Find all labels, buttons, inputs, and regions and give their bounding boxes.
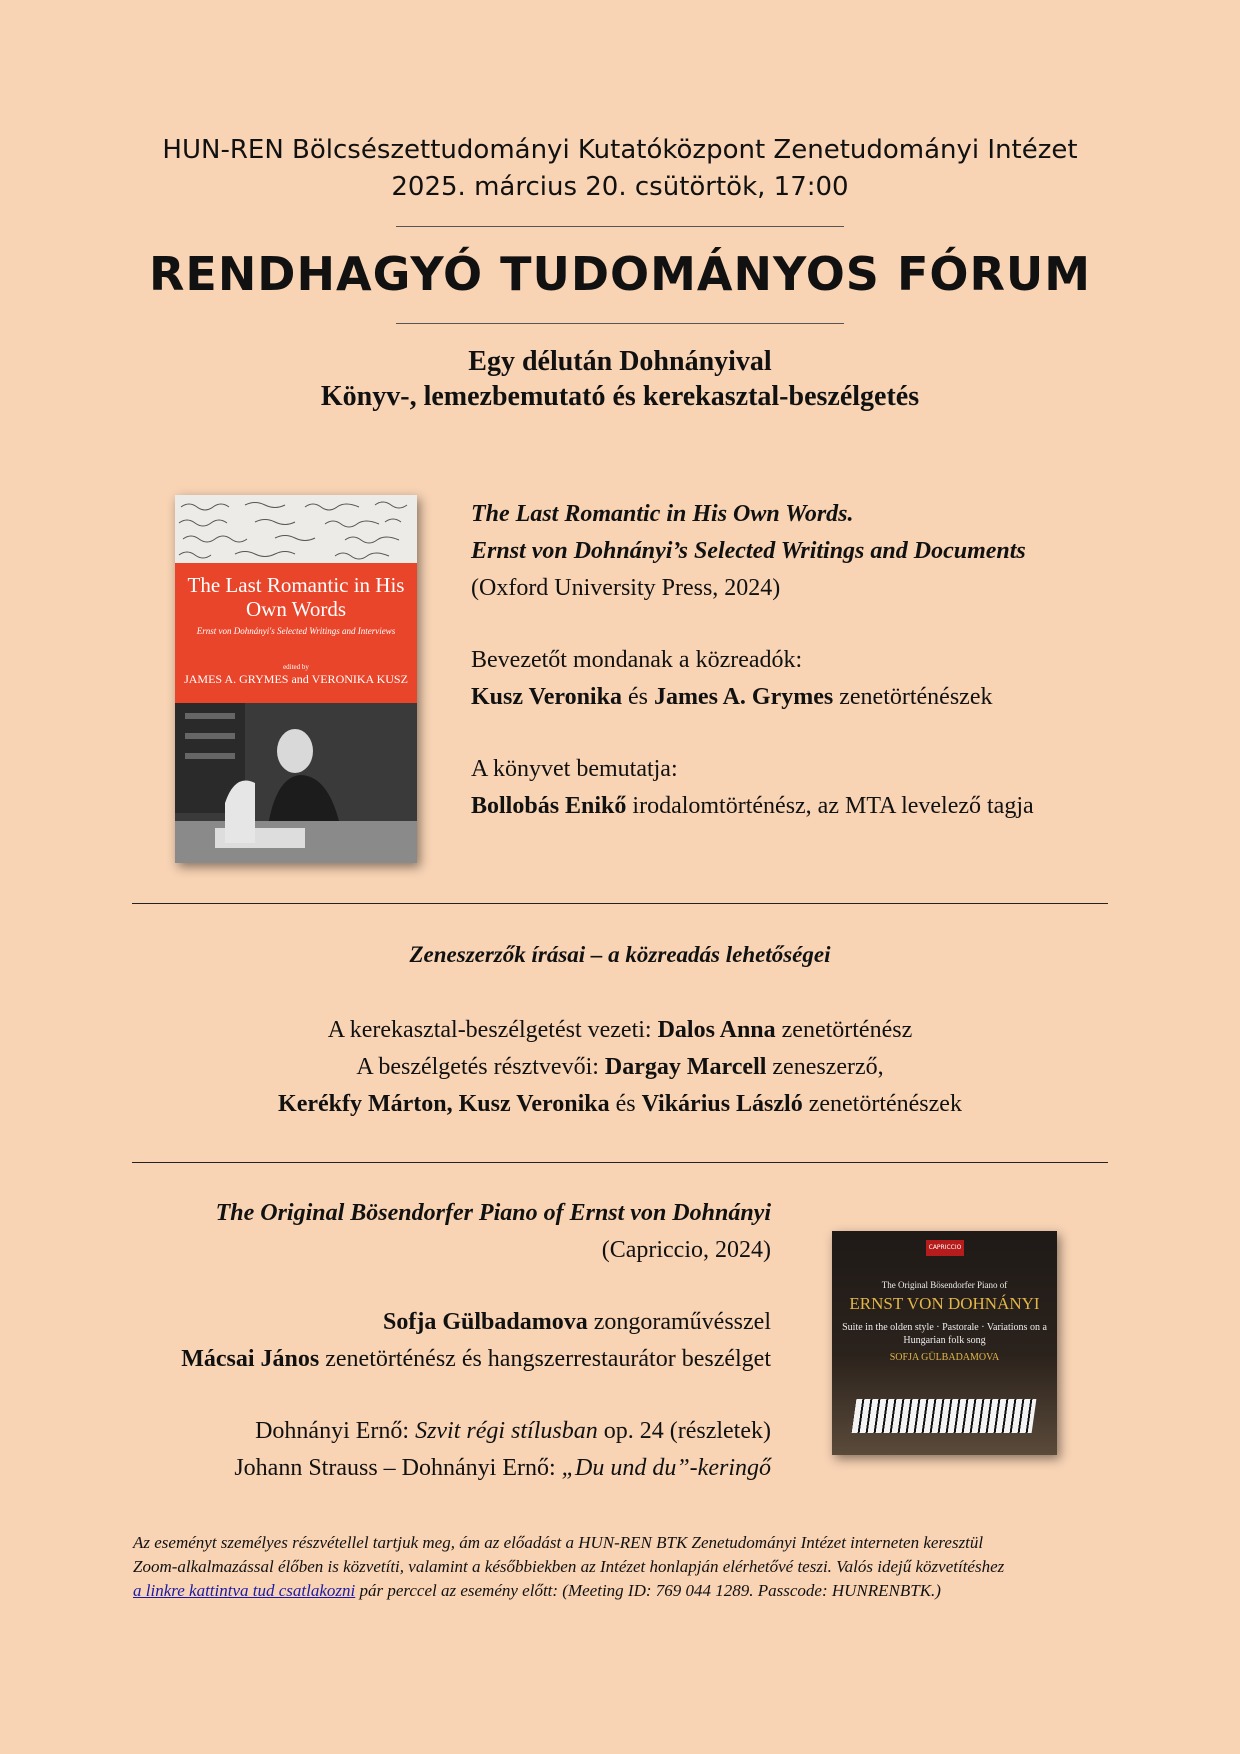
book-cover-image: [175, 495, 417, 863]
event-subtitle: Egy délután Dohnányival: [468, 346, 772, 377]
divider: [396, 323, 844, 324]
footer-note-line-3: [133, 1579, 941, 1603]
event-date: 2025. március 20. csütörtök, 17:00: [391, 172, 849, 202]
footer-meeting-info: pár perccel az esemény előtt: (Meeting ID: 769 044 1289. Passcode: HUNRENBTK.): [355, 1581, 941, 1600]
piano-keys-icon: [852, 1399, 1037, 1433]
pianist-role: zongoraművésszel: [587, 1309, 771, 1335]
work-title: Szvit régi stílusban: [415, 1418, 598, 1444]
book-publisher: (Oxford University Press, 2024): [471, 575, 781, 601]
book-title-line-2: Ernst von Dohnányi’s Selected Writings and Documents: [471, 538, 1026, 564]
participants-role: zenetörténészek: [802, 1091, 962, 1117]
pianist-name: Sofja Gülbadamova: [383, 1309, 588, 1335]
section-divider: [132, 903, 1108, 904]
presenter-name: Bollobás Enikő: [471, 793, 627, 819]
conjunction: és: [609, 1091, 642, 1117]
participant-name: Dargay Marcell: [604, 1054, 767, 1080]
book-cover-editors: JAMES A. GRYMES and VERONIKA KUSZ: [184, 672, 408, 686]
book-cover-title: The Last Romantic in His Own Words: [187, 573, 405, 621]
program-work-1: [100, 1413, 771, 1449]
presenter-line: [471, 788, 1034, 824]
book-title-line-1: The Last Romantic in His Own Words.: [471, 501, 854, 527]
cd-cover-line: The Original Bösendorfer Piano of: [881, 1280, 1008, 1290]
cd-cover-performer: SOFJA GÜLBADAMOVA: [889, 1352, 1000, 1363]
participant-name: Vikárius László: [641, 1091, 803, 1117]
editors-role: zenetörténészek: [833, 684, 993, 710]
book-cover-photo: [175, 703, 417, 863]
forum-title: RENDHAGYÓ TUDOMÁNYOS FÓRUM: [148, 247, 1092, 301]
footer-note-line-1: Az eseményt személyes részvétellel tartjuk meg, ám az előadást a HUN-REN BTK Zenetudományi Intézet interneten keresztül: [133, 1533, 984, 1552]
moderator-role: zenetörténész: [775, 1017, 913, 1043]
editor-name: James A. Grymes: [653, 684, 834, 710]
participant-names: Kerékfy Márton, Kusz Veronika: [278, 1091, 610, 1117]
roundtable-participants-line: [0, 1049, 1240, 1085]
roundtable-title: Zeneszerzők írásai – a közreadás lehetőségei: [409, 942, 831, 967]
presenter-label: A könyvet bemutatja:: [471, 756, 678, 782]
roundtable-participants-line-2: [0, 1086, 1240, 1122]
roundtable-moderator-line: [0, 1012, 1240, 1048]
program-work-2: [100, 1450, 771, 1486]
work-detail: op. 24 (részletek): [597, 1418, 771, 1444]
section-divider: [132, 1162, 1108, 1163]
event-subtitle-2: Könyv-, lemezbemutató és kerekasztal-beszélgetés: [320, 381, 920, 412]
editor-name: Kusz Veronika: [471, 684, 622, 710]
work-composer: Dohnányi Ernő:: [255, 1418, 416, 1444]
cd-cover-composer: ERNST VON DOHNÁNYI: [849, 1294, 1040, 1313]
cd-cover-works: Suite in the olden style · Pastorale · Variations on a Hungarian folk song: [842, 1322, 1047, 1346]
cd-label: (Capriccio, 2024): [601, 1237, 771, 1263]
participant-role: zeneszerző,: [766, 1054, 884, 1080]
pianist-line: [100, 1304, 771, 1340]
participants-label: A beszélgetés résztvevői:: [356, 1054, 605, 1080]
book-cover-editors-label: edited by: [283, 663, 309, 671]
label-logo: CAPRICCIO: [926, 1240, 964, 1256]
presenter-role: irodalomtörténész, az MTA levelező tagja: [626, 793, 1034, 819]
divider: [396, 226, 844, 227]
speaker-name: Mácsai János: [181, 1346, 320, 1372]
book-editors-line: [471, 679, 992, 715]
moderator-name: Dalos Anna: [657, 1017, 776, 1043]
zoom-join-link[interactable]: a linkre kattintva tud csatlakozni: [133, 1581, 356, 1600]
moderator-label: A kerekasztal-beszélgetést vezeti:: [327, 1017, 658, 1043]
book-cover-title-panel: [175, 563, 417, 703]
work-title: „Du und du”-keringő: [561, 1455, 771, 1481]
book-cover-editors-block: [175, 663, 417, 687]
cd-cover-image: [832, 1231, 1057, 1455]
speaker-role: zenetörténész és hangszerrestaurátor beszélget: [319, 1346, 771, 1372]
footer-note-line-2: Zoom-alkalmazással élőben is közvetíti, valamint a későbbiekben az Intézet honlapján elérhetővé teszi. Valós idejű közvetítéshez: [133, 1557, 1005, 1576]
handwriting-background: [175, 495, 417, 563]
conjunction: és: [621, 684, 654, 710]
institute-name: HUN-REN Bölcsészettudományi Kutatóközpont Zenetudományi Intézet: [162, 135, 1078, 165]
work-composer: Johann Strauss – Dohnányi Ernő:: [234, 1455, 562, 1481]
speaker-line: [100, 1341, 771, 1377]
intro-label: Bevezetőt mondanak a közreadók:: [471, 647, 803, 673]
book-cover-subtitle: Ernst von Dohnányi's Selected Writings and Interviews: [196, 626, 396, 636]
cd-title: The Original Bösendorfer Piano of Ernst von Dohnányi: [215, 1200, 771, 1226]
